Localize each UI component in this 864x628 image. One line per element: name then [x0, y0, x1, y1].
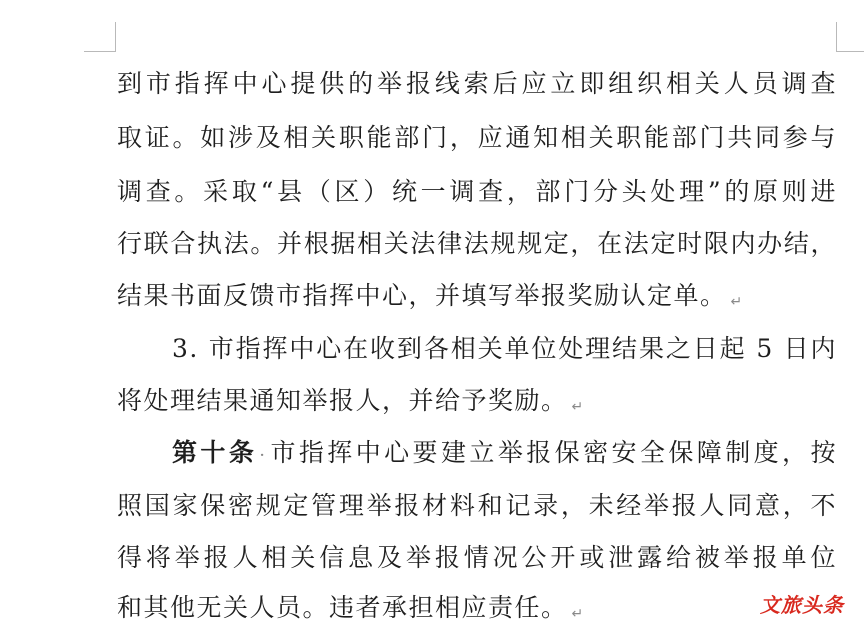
- body-line-4: 行联合执法。并根据相关法律法规规定，在法定时限内办结，: [117, 229, 837, 258]
- crop-mark-top-left-vertical: [115, 22, 116, 52]
- article-10-line-4: [117, 588, 837, 628]
- paragraph-mark-icon: ↵: [730, 294, 743, 310]
- watermark-logo: 文旅头条: [760, 593, 844, 617]
- item-3-line-1: 3. 市指挥中心在收到各相关单位处理结果之日起 5 日内: [172, 334, 837, 363]
- item-3-line-2: [117, 381, 837, 421]
- crop-mark-top-right-horizontal: [836, 51, 864, 52]
- body-line-2: 取证。如涉及相关职能部门，应通知相关职能部门共同参与: [117, 123, 837, 152]
- article-10-line-4-text: 和其他无关人员。违者承担相应责任。: [117, 593, 568, 622]
- body-line-3: 调查。采取“县（区）统一调查，部门分头处理”的原则进: [117, 177, 837, 206]
- body-line-5: [117, 276, 837, 316]
- space-dot-mark: ·: [259, 445, 267, 466]
- paragraph-mark-icon: ↵: [571, 606, 584, 622]
- body-line-1: 到市指挥中心提供的举报线索后应立即组织相关人员调查: [117, 69, 837, 98]
- item-3-line-2-text: 将处理结果通知举报人，并给予奖励。: [117, 386, 568, 415]
- body-line-5-text: 结果书面反馈市指挥中心，并填写举报奖励认定单。: [117, 281, 727, 310]
- article-10-line-1-text: 市指挥中心要建立举报保密安全保障制度，按: [268, 438, 837, 467]
- article-10-line-1: [172, 433, 837, 473]
- paragraph-mark-icon: ↵: [571, 399, 584, 415]
- crop-mark-top-left-horizontal: [84, 51, 116, 52]
- crop-mark-top-right-vertical: [836, 22, 837, 52]
- article-10-line-2: 照国家保密规定管理举报材料和记录，未经举报人同意，不: [117, 491, 837, 520]
- article-10-line-3: 得将举报人相关信息及举报情况公开或泄露给被举报单位: [117, 543, 837, 572]
- article-10-heading: 第十条: [172, 438, 258, 467]
